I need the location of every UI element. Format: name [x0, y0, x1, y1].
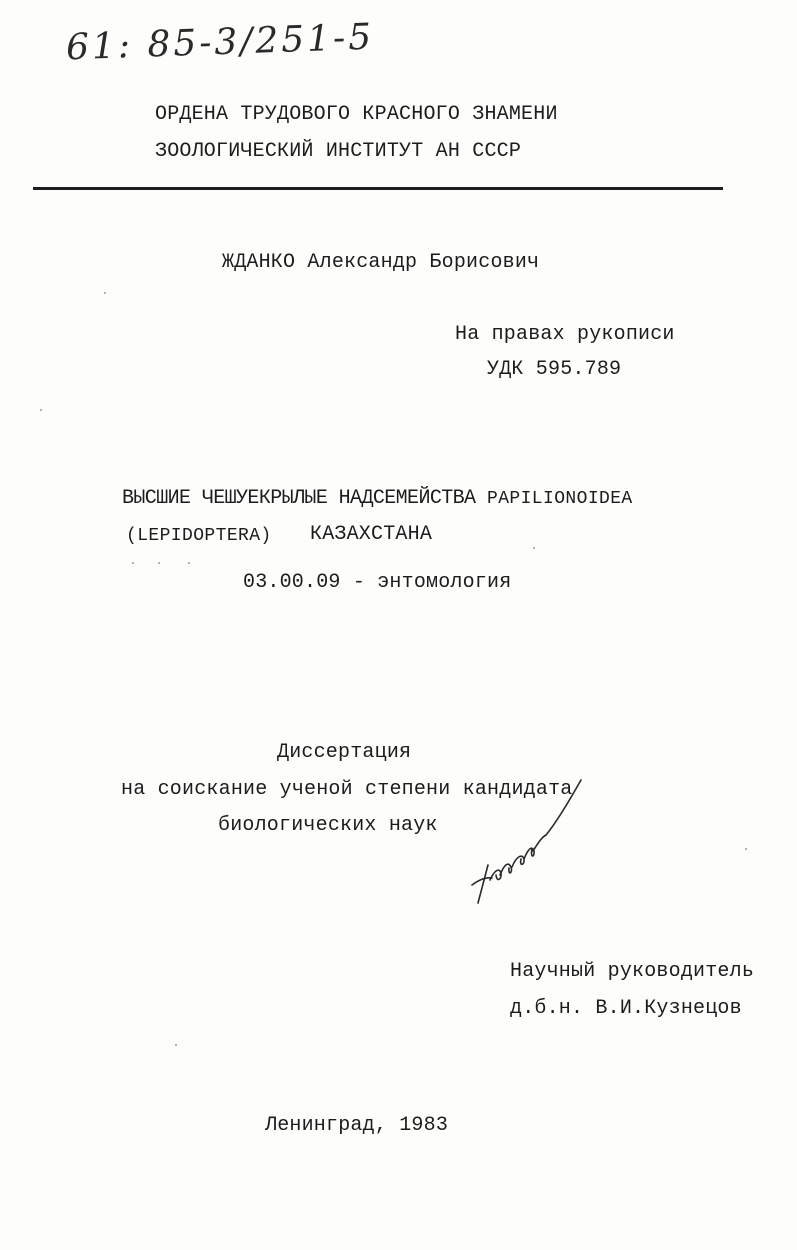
author-name: ЖДАНКО Александр Борисович — [222, 251, 540, 274]
title-line-1-lat: PAPILIONOIDEA — [487, 489, 633, 509]
archive-handwritten-mark: 61: 85-3/251-5 — [65, 16, 375, 69]
degree-line: на соискание ученой степени кандидата — [121, 778, 573, 801]
scan-speck — [40, 409, 42, 411]
scan-speck — [104, 292, 106, 294]
title-line-1-ru: ВЫСШИЕ ЧЕШУЕКРЫЛЫЕ НАДСЕМЕЙСТВА — [122, 487, 476, 510]
field-line: биологических наук — [218, 814, 438, 837]
dissertation-label: Диссертация — [277, 741, 412, 764]
scan-speck — [188, 562, 190, 564]
institution-line-1: ОРДЕНА ТРУДОВОГО КРАСНОГО ЗНАМЕНИ — [155, 103, 558, 126]
supervisor-label: Научный руководитель — [510, 960, 755, 983]
scan-speck — [158, 562, 160, 564]
scan-speck — [175, 1044, 177, 1046]
specialty-code: 03.00.09 - энтомология — [243, 571, 512, 594]
header-divider — [33, 187, 723, 190]
udc-code: УДК 595.789 — [487, 358, 622, 381]
scan-speck — [533, 547, 535, 549]
supervisor-name: д.б.н. В.И.Кузнецов — [510, 997, 742, 1020]
title-line-2-ru: КАЗАХСТАНА — [310, 523, 433, 546]
place-and-year: Ленинград, 1983 — [265, 1114, 449, 1137]
handwritten-signature — [466, 775, 586, 910]
title-line-2-lat: (LEPIDOPTERA) — [126, 526, 272, 546]
institution-line-2: ЗООЛОГИЧЕСКИЙ ИНСТИТУТ АН СССР — [155, 140, 522, 163]
scan-speck — [132, 562, 134, 564]
scan-speck — [745, 848, 747, 850]
manuscript-rights-note: На правах рукописи — [455, 323, 675, 346]
